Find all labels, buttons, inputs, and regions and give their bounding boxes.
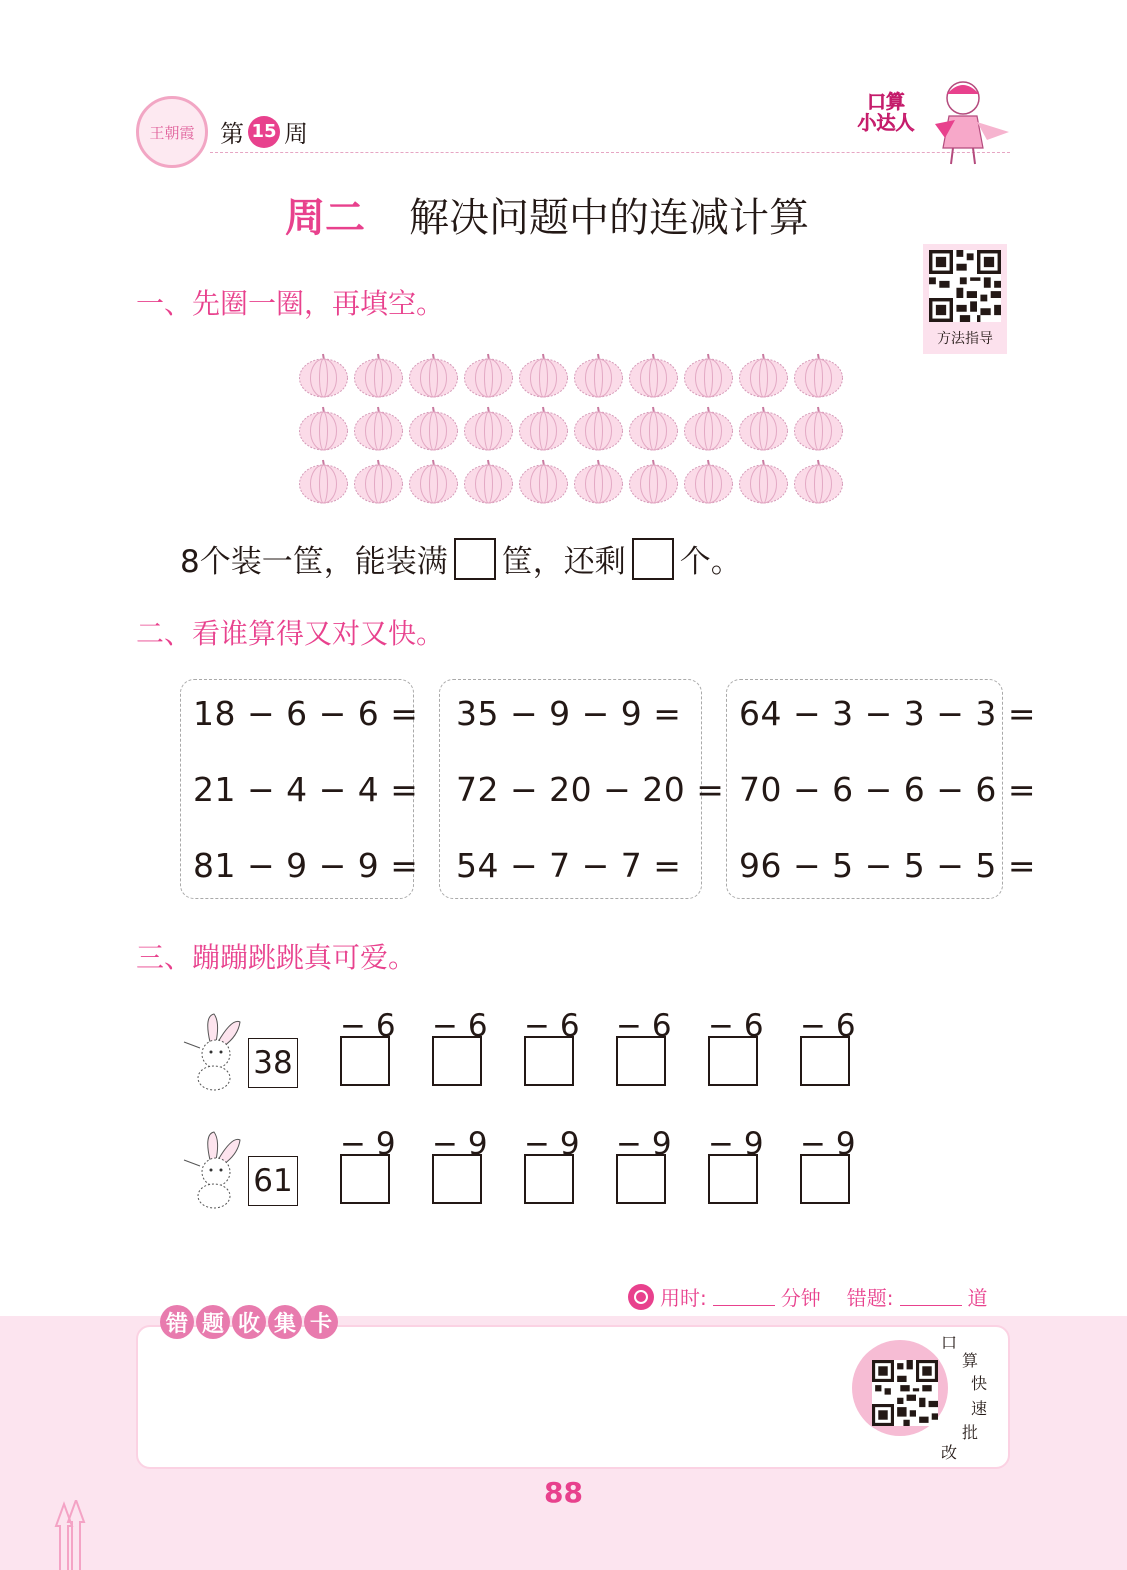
pumpkin-icon[interactable] <box>791 454 846 507</box>
pumpkin-icon[interactable] <box>296 348 351 401</box>
pumpkin-icon[interactable] <box>626 401 681 454</box>
pumpkin-icon[interactable] <box>461 401 516 454</box>
pumpkin-icon[interactable] <box>406 454 461 507</box>
time-unit: 分钟 <box>780 1286 821 1310</box>
pumpkin-icon[interactable] <box>626 348 681 401</box>
hop-answer-box[interactable] <box>800 1036 850 1086</box>
pumpkin-icon[interactable] <box>571 454 626 507</box>
bunny-icon <box>180 1012 246 1092</box>
pumpkin-icon[interactable] <box>516 348 571 401</box>
pumpkin-grid[interactable] <box>296 348 846 500</box>
expression[interactable]: 64 − 3 − 3 − 3 = <box>739 694 1037 733</box>
title-char: 集 <box>268 1305 302 1339</box>
publisher-logo <box>136 96 208 168</box>
qr-side-char: 口 <box>941 1333 958 1352</box>
hop-operator: − 6 <box>800 1008 856 1044</box>
title-day: 周二 <box>285 195 365 241</box>
header-divider <box>210 152 1010 153</box>
hop-answer-box[interactable] <box>340 1154 390 1204</box>
error-card-title <box>160 1305 338 1339</box>
hop-operator: − 6 <box>340 1008 396 1044</box>
pumpkin-icon[interactable] <box>681 454 736 507</box>
brand-line-1: 口算 <box>866 91 905 113</box>
error-blank[interactable] <box>900 1287 962 1306</box>
title-char: 题 <box>196 1305 230 1339</box>
hop-operator: − 9 <box>524 1126 580 1162</box>
expression[interactable]: 70 − 6 − 6 − 6 = <box>739 770 1037 809</box>
sentence-part-1: 8个装一筐，能装满 <box>180 544 448 580</box>
brand-logo <box>855 92 917 134</box>
pumpkin-icon[interactable] <box>791 401 846 454</box>
hop-answer-box[interactable] <box>524 1036 574 1086</box>
section-1-heading: 一、先圈一圈，再填空。 <box>136 287 445 320</box>
qr-side-char: 改 <box>941 1443 958 1462</box>
hop-answer-box[interactable] <box>432 1036 482 1086</box>
expression[interactable]: 81 − 9 − 9 = <box>193 846 419 885</box>
week-suffix: 周 <box>284 120 308 148</box>
pumpkin-icon[interactable] <box>791 348 846 401</box>
hop-operator: − 6 <box>524 1008 580 1044</box>
hop-row-2 <box>180 1126 880 1216</box>
pumpkin-icon[interactable] <box>351 348 406 401</box>
hop-answer-box[interactable] <box>524 1154 574 1204</box>
pumpkin-icon[interactable] <box>461 454 516 507</box>
hop-answer-box[interactable] <box>616 1154 666 1204</box>
sentence-part-3: 个。 <box>679 544 742 580</box>
section-2-heading: 二、看谁算得又对又快。 <box>136 617 445 650</box>
qr-side-char: 快 <box>971 1374 988 1393</box>
qr-code-icon <box>872 1360 938 1426</box>
calc-box-3 <box>726 679 1037 899</box>
error-label: 错题: <box>846 1286 894 1310</box>
title-topic: 解决问题中的连减计算 <box>409 195 809 241</box>
method-guide-qr[interactable] <box>923 244 1007 354</box>
hop-operator: − 9 <box>616 1126 672 1162</box>
time-label: 用时: <box>660 1286 707 1310</box>
hop-operator: − 9 <box>432 1126 488 1162</box>
logo-text: 王朝霞 <box>149 123 195 142</box>
hop-row-1 <box>180 1008 880 1098</box>
hop-answer-box[interactable] <box>708 1036 758 1086</box>
pumpkin-icon[interactable] <box>406 401 461 454</box>
girl-mascot-icon <box>925 76 1015 168</box>
week-number-badge: 15 <box>248 116 280 148</box>
page-title <box>285 186 809 243</box>
qr-caption: 方法指导 <box>937 331 993 347</box>
qr-side-char: 批 <box>962 1423 979 1442</box>
quick-grading-qr[interactable] <box>852 1340 948 1436</box>
hop-operator: − 6 <box>432 1008 488 1044</box>
week-label <box>220 114 308 149</box>
qr-code-icon <box>929 250 1001 322</box>
expression[interactable]: 72 − 20 − 20 = <box>456 770 725 809</box>
pumpkin-icon[interactable] <box>736 401 791 454</box>
pumpkin-icon[interactable] <box>736 348 791 401</box>
stopwatch-icon <box>628 1284 654 1310</box>
pumpkin-icon[interactable] <box>571 348 626 401</box>
pumpkin-icon[interactable] <box>571 401 626 454</box>
hop-operator: − 6 <box>708 1008 764 1044</box>
pumpkin-icon[interactable] <box>461 348 516 401</box>
sentence-part-2: 筐，还剩 <box>501 544 626 580</box>
pumpkin-icon[interactable] <box>681 401 736 454</box>
week-prefix: 第 <box>220 120 244 148</box>
expression[interactable]: 18 − 6 − 6 = <box>193 694 419 733</box>
hop-answer-box[interactable] <box>800 1154 850 1204</box>
hop-operator: − 9 <box>340 1126 396 1162</box>
fill-in-sentence <box>180 536 742 581</box>
calc-box-2 <box>439 679 725 899</box>
answer-box-baskets[interactable] <box>454 538 496 580</box>
pumpkin-icon[interactable] <box>626 454 681 507</box>
start-number-box: 38 <box>248 1038 298 1088</box>
time-error-stats <box>628 1282 988 1311</box>
calc-box-1 <box>180 679 419 899</box>
pumpkin-icon[interactable] <box>681 348 736 401</box>
brand-line-2: 小达人 <box>857 112 915 134</box>
hop-answer-box[interactable] <box>340 1036 390 1086</box>
hop-answer-box[interactable] <box>708 1154 758 1204</box>
pumpkin-icon[interactable] <box>351 454 406 507</box>
pumpkin-icon[interactable] <box>351 401 406 454</box>
bunny-icon <box>180 1130 246 1210</box>
hop-operator: − 9 <box>708 1126 764 1162</box>
qr-side-char: 算 <box>962 1351 979 1370</box>
pumpkin-icon[interactable] <box>516 454 571 507</box>
expression[interactable]: 54 − 7 − 7 = <box>456 846 682 885</box>
error-unit: 道 <box>967 1286 988 1310</box>
qr-side-char: 速 <box>971 1399 988 1418</box>
hop-answer-box[interactable] <box>616 1036 666 1086</box>
time-blank[interactable] <box>713 1287 775 1306</box>
pumpkin-icon[interactable] <box>516 401 571 454</box>
pumpkin-icon[interactable] <box>296 454 351 507</box>
pumpkin-icon[interactable] <box>296 401 351 454</box>
expression[interactable]: 35 − 9 − 9 = <box>456 694 682 733</box>
hop-operator: − 6 <box>616 1008 672 1044</box>
hop-answer-box[interactable] <box>432 1154 482 1204</box>
title-char: 卡 <box>304 1305 338 1339</box>
expression[interactable]: 21 − 4 − 4 = <box>193 770 419 809</box>
title-char: 收 <box>232 1305 266 1339</box>
hop-operator: − 9 <box>800 1126 856 1162</box>
start-number-box: 61 <box>248 1156 298 1206</box>
expression[interactable]: 96 − 5 − 5 − 5 = <box>739 846 1037 885</box>
pumpkin-icon[interactable] <box>406 348 461 401</box>
page-number: 88 <box>544 1476 583 1509</box>
title-char: 错 <box>160 1305 194 1339</box>
answer-box-remainder[interactable] <box>632 538 674 580</box>
arrow-up-icon <box>54 1500 90 1570</box>
pumpkin-icon[interactable] <box>736 454 791 507</box>
section-3-heading: 三、蹦蹦跳跳真可爱。 <box>136 941 417 974</box>
